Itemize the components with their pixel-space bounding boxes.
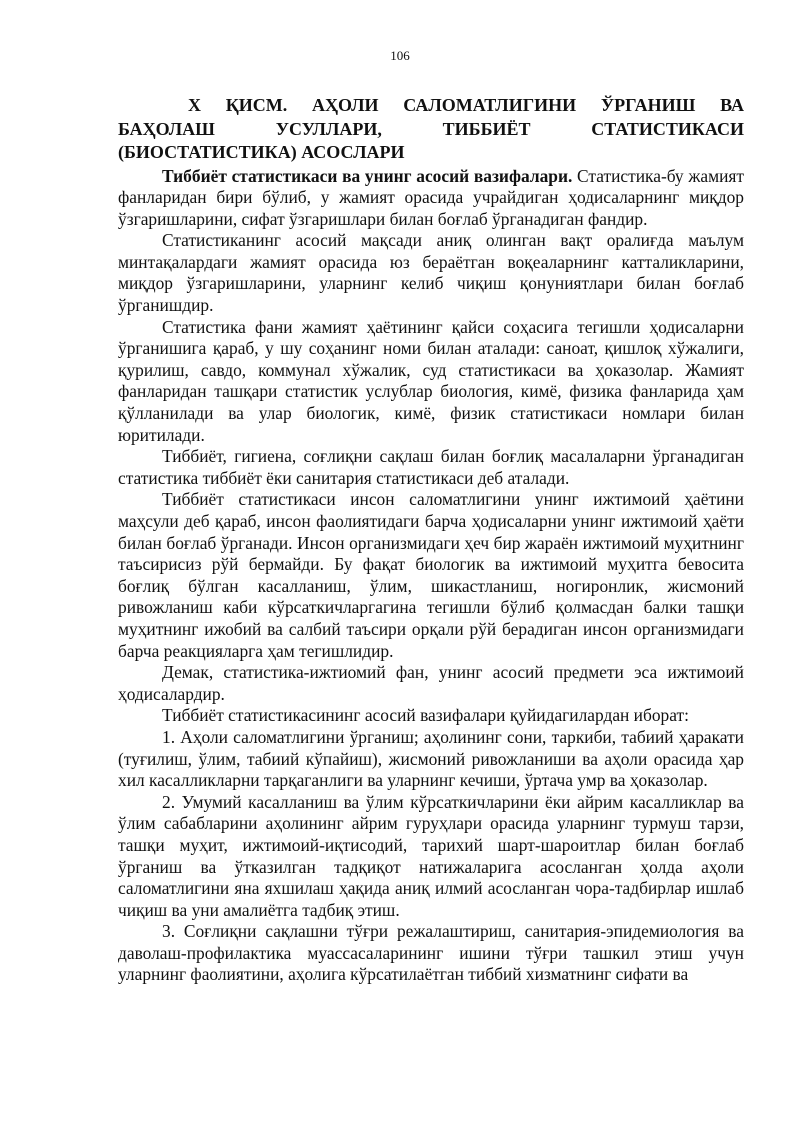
list-item-task-2: 2. Умумий касалланиш ва ўлим кўрсаткичларини ёки айрим касалликлар ва ўлим сабабларини аҳолининг айрим гуруҳлари орасида уларнинг турмуш тарзи, ташқи муҳит, ижтимоий-иқтисодий, тарихий шарт-шароитлар билан боғлаб ўрганиш ва ўтказилган тадқиқот натижаларига асосланган ҳолда аҳоли саломатлигини яна яхшилаш ҳақида аниқ илмий асосланган чора-тадбирлар ишлаб чиқиш ва уни амалиётга тадбиқ этиш. <box>118 791 744 920</box>
section-title-line-3: (БИОСТАТИСТИКА) АСОСЛАРИ <box>118 142 405 162</box>
document-body <box>118 94 744 986</box>
section-title-line-2: БАҲОЛАШ УСУЛЛАРИ, ТИББИЁТ СТАТИСТИКАСИ <box>118 118 744 139</box>
paragraph-medical-statistics-definition: Тиббиёт, гигиена, соғлиқни сақлаш билан боғлиқ масалаларни ўрганадиган статистика тиббиёт ёки санитария статистикаси деб аталади. <box>118 446 744 488</box>
list-item-task-1: 1. Аҳоли саломатлигини ўрганиш; аҳолининг сони, таркиби, табиий ҳаракати (туғилиш, ўлим, табиий кўпайиш), жисмоний ривожланиши ва аҳоли орасида ҳар хил касалликларни тарқаганлиги ва уларнинг кечиши, ўртача умр ва ҳоказолар. <box>118 726 744 791</box>
subsection-heading: Тиббиёт статистикаси ва унинг асосий вазифалари. <box>162 165 573 186</box>
paragraph-intro-text: Статистика-бу жамият фанларидан бири бўлиб, у жамият орасида учрайдиган ҳодисаларнинг миқдор ўзгаришларини, сифат ўзгаришлари билан боғлаб ўрганадиган фандир. <box>118 165 744 229</box>
page-number: 106 <box>390 48 410 63</box>
paragraph-tasks-intro: Тиббиёт статистикасининг асосий вазифалари қуйидагилардан иборат: <box>162 705 689 726</box>
list-item-task-3: 3. Соғлиқни сақлашни тўғри режалаштириш, санитария-эпидемиология ва даволаш-профилактика муассасаларининг ишини тўғри ташкил этиш учун уларнинг фаолиятини, аҳолига кўрсатилаётган тиббий хизматнинг сифати ва <box>118 921 744 985</box>
section-title-line-1: Х ҚИСМ. АҲОЛИ САЛОМАТЛИГИНИ ЎРГАНИШ ВА <box>188 95 744 115</box>
paragraph-social-science: Демак, статистика-ижтиомий фан, унинг асосий предмети эса ижтимоий ҳодисалардир. <box>118 662 744 704</box>
section-title <box>118 94 744 165</box>
paragraph-statistics-branches: Статистика фани жамият ҳаётининг қайси соҳасига тегишли ҳодисаларни ўрганишига қараб, у шу соҳанинг номи билан аталади: саноат, қишлоқ хўжалиги, қурилиш, савдо, коммунал хўжалик, суд статистикаси ва ҳоказолар. Жамият фанларидан ташқари статистик услублар биология, кимё, физика фанларида ҳам қўлланилади ва улар биологик, кимё, физик статистикаси номлари билан юритилади. <box>118 316 744 445</box>
paragraph-intro <box>118 166 744 231</box>
paragraph-social-health: Тиббиёт статистикаси инсон саломатлигини унинг ижтимоий ҳаётини маҳсули деб қараб, инсон фаолиятидаги барча ҳодисаларни унинг ижтимоий ҳаёти билан боғлаб ўрганади. Инсон организмидаги ҳеч бир жараён ижтимоий муҳитнинг таъсирисиз рўй бермайди. Бу фақат биологик ва ижтимоий муҳитга бевосита боғлиқ бўлган касалланиш, ўлим, шикастланиш, ногиронлик, жисмоний ривожланиш каби кўрсаткичларгагина тегишли бўлиб қолмасдан балки ташқи муҳитнинг ижобий ва салбий таъсири орқали рўй берадиган инсон организмидаги барча реакцияларга ҳам тегишлидир. <box>118 489 744 661</box>
paragraph-statistics-goal: Статистиканинг асосий мақсади аниқ олинган вақт оралиғда маълум минтақалардаги жамият орасида юз бераётган воқеаларнинг катталикларини, миқдор ўзгаришларини, уларнинг келиб чиқиш қонуниятлари билан боғлаб ўрганишдир. <box>118 230 744 316</box>
